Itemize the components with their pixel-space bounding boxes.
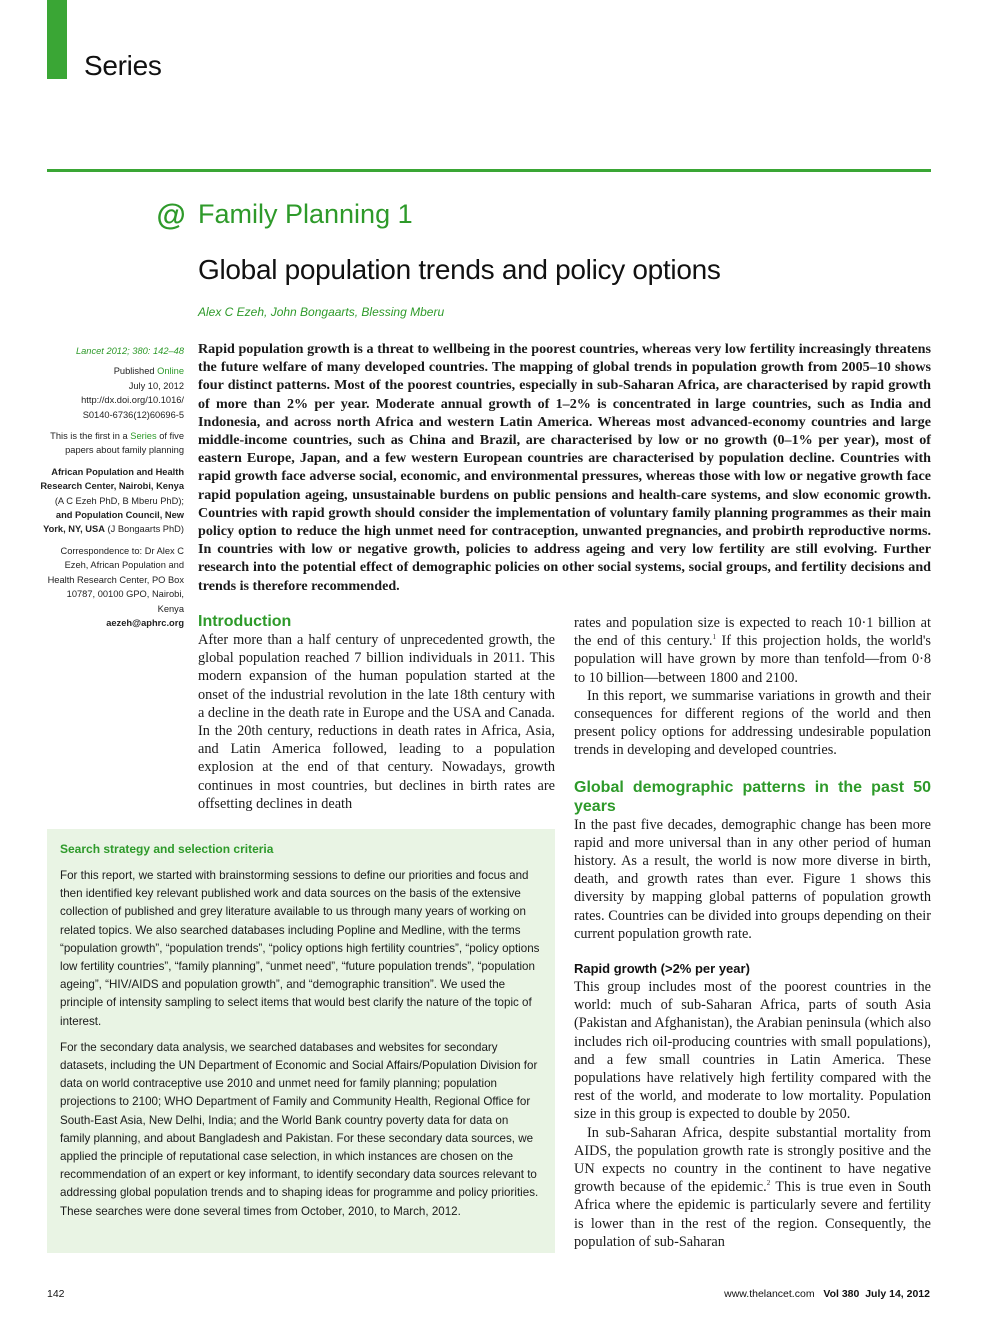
search-strategy-paragraph-1: For this report, we started with brainstorming sessions to define our priorities and focus and then identified key relevant published work and data sources on the basis of the extensive collection of published and grey literature available to us through many years of working on related topics. We also searched databases including Popline and Medline, with the terms “population growth”, “population trends”, “policy options high fertility countries”, “policy options low fertility countries”, “family planning”, “unmet need”, “future population trends”, “population ageing”, “HIV/AIDS and population growth”, and “demographic transition”. We used the principle of intensity sampling to select items that would best clarify the nature of the topic of interest. — [60, 869, 540, 1028]
intro-continued-text-end: If this projection holds, the world's population will have grown by more than tenfold—from 0·8 to 10 billion—between 1800 and 2100. — [574, 633, 931, 686]
published-online-link[interactable]: Online — [157, 366, 184, 377]
affiliation-council: and Population Council, New York, NY, USA — [43, 510, 184, 535]
published-prefix: Published — [113, 366, 158, 377]
article-sidebar — [40, 344, 184, 637]
series-link[interactable]: Series — [130, 431, 157, 442]
series-note-text: This is the first in a — [50, 431, 131, 442]
demographic-patterns-heading: Global demographic patterns in the past 50 years — [574, 778, 931, 815]
published-date: July 10, 2012 — [128, 380, 184, 391]
intro-continued-text: rates and population size is expected to reach 10·1 billion at the end of this century. — [574, 615, 931, 650]
author-list: Alex C Ezeh, John Bongaarts, Blessing Mberu — [198, 305, 445, 319]
rapid-growth-paragraph: This group includes most of the poorest countries in the world: much of sub-Saharan Africa, parts of south Asia (Pakistan and Afghanistan), the Arabian peninsula (which also includes rich oil-producing countries with small populations), and a few small countries in Latin America. These populations have relatively high fertility compared with the rest of the world, and moderate to low mortality. Population size in this group is expected to double by 2050. — [574, 979, 931, 1123]
subsaharan-text-end: This is true even in South Africa where the epidemic is particularly severe and fertility is lower than in the rest of the region. Consequently, the population of sub-Saharan — [574, 1179, 931, 1250]
reference-2[interactable]: 2 — [766, 1179, 771, 1188]
header-divider — [47, 169, 931, 172]
affiliation-aphrc: African Population and Health Research Center, Nairobi, Kenya — [40, 466, 184, 492]
doi-link-cont[interactable]: S0140-6736(12)60696-5 — [82, 409, 184, 420]
footer-website[interactable]: www.thelancet.com — [724, 1288, 815, 1300]
right-column — [574, 614, 931, 1251]
correspondence-text: Correspondence to: Dr Alex C Ezeh, African Population and Health Research Center, PO Box 10787, 00100 GPO, Nairobi, Kenya — [47, 545, 184, 614]
citation: Lancet 2012; 380: 142–48 — [75, 346, 184, 356]
footer-volume: Vol 380 — [823, 1288, 860, 1300]
search-strategy-panel — [47, 829, 555, 1253]
series-note-text-end: of five papers about family planning — [65, 431, 184, 456]
section-label: Series — [84, 50, 162, 81]
page-number: 142 — [47, 1288, 65, 1300]
search-strategy-title: Search strategy and selection criteria — [60, 842, 274, 856]
series-accent-bar — [47, 0, 67, 79]
left-column — [198, 612, 555, 813]
article-title: Global population trends and policy options — [198, 254, 721, 285]
introduction-paragraph: After more than a half century of unprecedented growth, the global population reached 7 billion individuals in 2011. This modern expansion of the human population started at the onset of the industrial revolution in the late 18th century with a decline in the death rate in Europe and the USA and Canada. In the 20th century, reductions in death rates in Africa, Asia, and Latin America followed, leading to a population explosion at the end of that century. Nowadays, growth continues in most countries, but declines in birth rates are offsetting declines in death — [198, 632, 555, 812]
introduction-heading: Introduction — [198, 613, 292, 630]
open-access-icon: @ — [156, 199, 186, 232]
affiliation-council-people: (J Bongaarts PhD) — [104, 524, 184, 535]
reference-1[interactable]: 1 — [712, 633, 716, 642]
correspondence — [40, 544, 184, 630]
footer-journal-info — [724, 1288, 930, 1300]
abstract: Rapid population growth is a threat to wellbeing in the poorest countries, whereas very low fertility increasingly threatens the future welfare of many developed countries. The mapping of global trends in population growth from 2005–10 shows four distinct patterns. Most of the poorest countries, especially in sub-Saharan Africa, are characterised by rapid growth of more than 2% per year. Moderate annual growth of 1–2% is concentrated in large countries, such as India and Indonesia, and across north Africa and western Latin America. Whereas most advanced-economy countries and large middle-income countries, such as China and Brazil, are characterised by low or no growth (0–1% per year), most of eastern Europe, Japan, and a few western European countries are characterised by population decline. Countries with rapid growth face adverse social, economic, and environmental pressures, whereas those with low or negative growth face rapid population ageing, unsustainable burdens on public pensions and health-care systems, and slow economic growth. Countries with rapid growth should consider the implementation of voluntary family planning programmes as their main policy option to reduce the high unmet need for contraception, unwanted pregnancies, and probirth reproductive norms. In countries with low or negative growth, policies to address ageing and very low fertility are still evolving. Further research into the potential effect of demographic policies on other social systems, social groups, and fertility decisions and trends is therefore recommended. — [198, 341, 931, 594]
subsaharan-paragraph — [574, 1124, 931, 1251]
search-strategy-paragraph-2: For the secondary data analysis, we searched databases and websites for secondary datasets, including the UN Department of Economic and Social Affairs/Population Division for data on world contraceptive use 2010 and unmet need for family planning; population projections to 2100; WHO Department of Family and Community Health, Regional Office for South-East Asia, New Delhi, India; and the World Bank country poverty data for data on family planning, and about Bangladesh and Pakistan. For these secondary data sources, we applied the principle of reputational case selection, in which instances are chosen on the recommendation of an expert or key informant, to identify secondary data sources relevant to addressing global population trends and to shaping ideas for programme and policy priorities. These searches were done several times from October, 2010, to March, 2012. — [60, 1040, 539, 1218]
intro-continued-paragraph — [574, 614, 931, 687]
series-title: Family Planning 1 — [198, 199, 413, 229]
footer-date: July 14, 2012 — [865, 1288, 930, 1300]
report-summary-paragraph: In this report, we summarise variations in growth and their consequences for different regions of the world and then present policy options for addressing undesirable population trends in developing and developed countries. — [574, 687, 931, 759]
demographic-patterns-paragraph: In the past five decades, demographic change has been more rapid and more universal than in any other period of human history. As a result, the world is now more diverse in birth, death, and growth rates than ever. Figure 1 shows this diversity by mapping global patterns of population growth rates. Countries can be divided into groups depending on their current population growth rate. — [574, 816, 931, 942]
rapid-growth-subheading: Rapid growth (>2% per year) — [574, 961, 750, 977]
affiliation-aphrc-people: (A C Ezeh PhD, B Mberu PhD); — [54, 495, 184, 506]
affiliations — [40, 465, 184, 537]
publication-info — [40, 364, 184, 422]
correspondence-email[interactable]: aezeh@aphrc.org — [106, 617, 184, 628]
doi-link[interactable]: http://dx.doi.org/10.1016/ — [81, 395, 184, 406]
series-note — [40, 429, 184, 458]
subsaharan-text: In sub-Saharan Africa, despite substantial mortality from AIDS, the population growth rate is strongly positive and the UN expects no country in the continent to have negative growth because of the epidemic. — [574, 1124, 931, 1196]
